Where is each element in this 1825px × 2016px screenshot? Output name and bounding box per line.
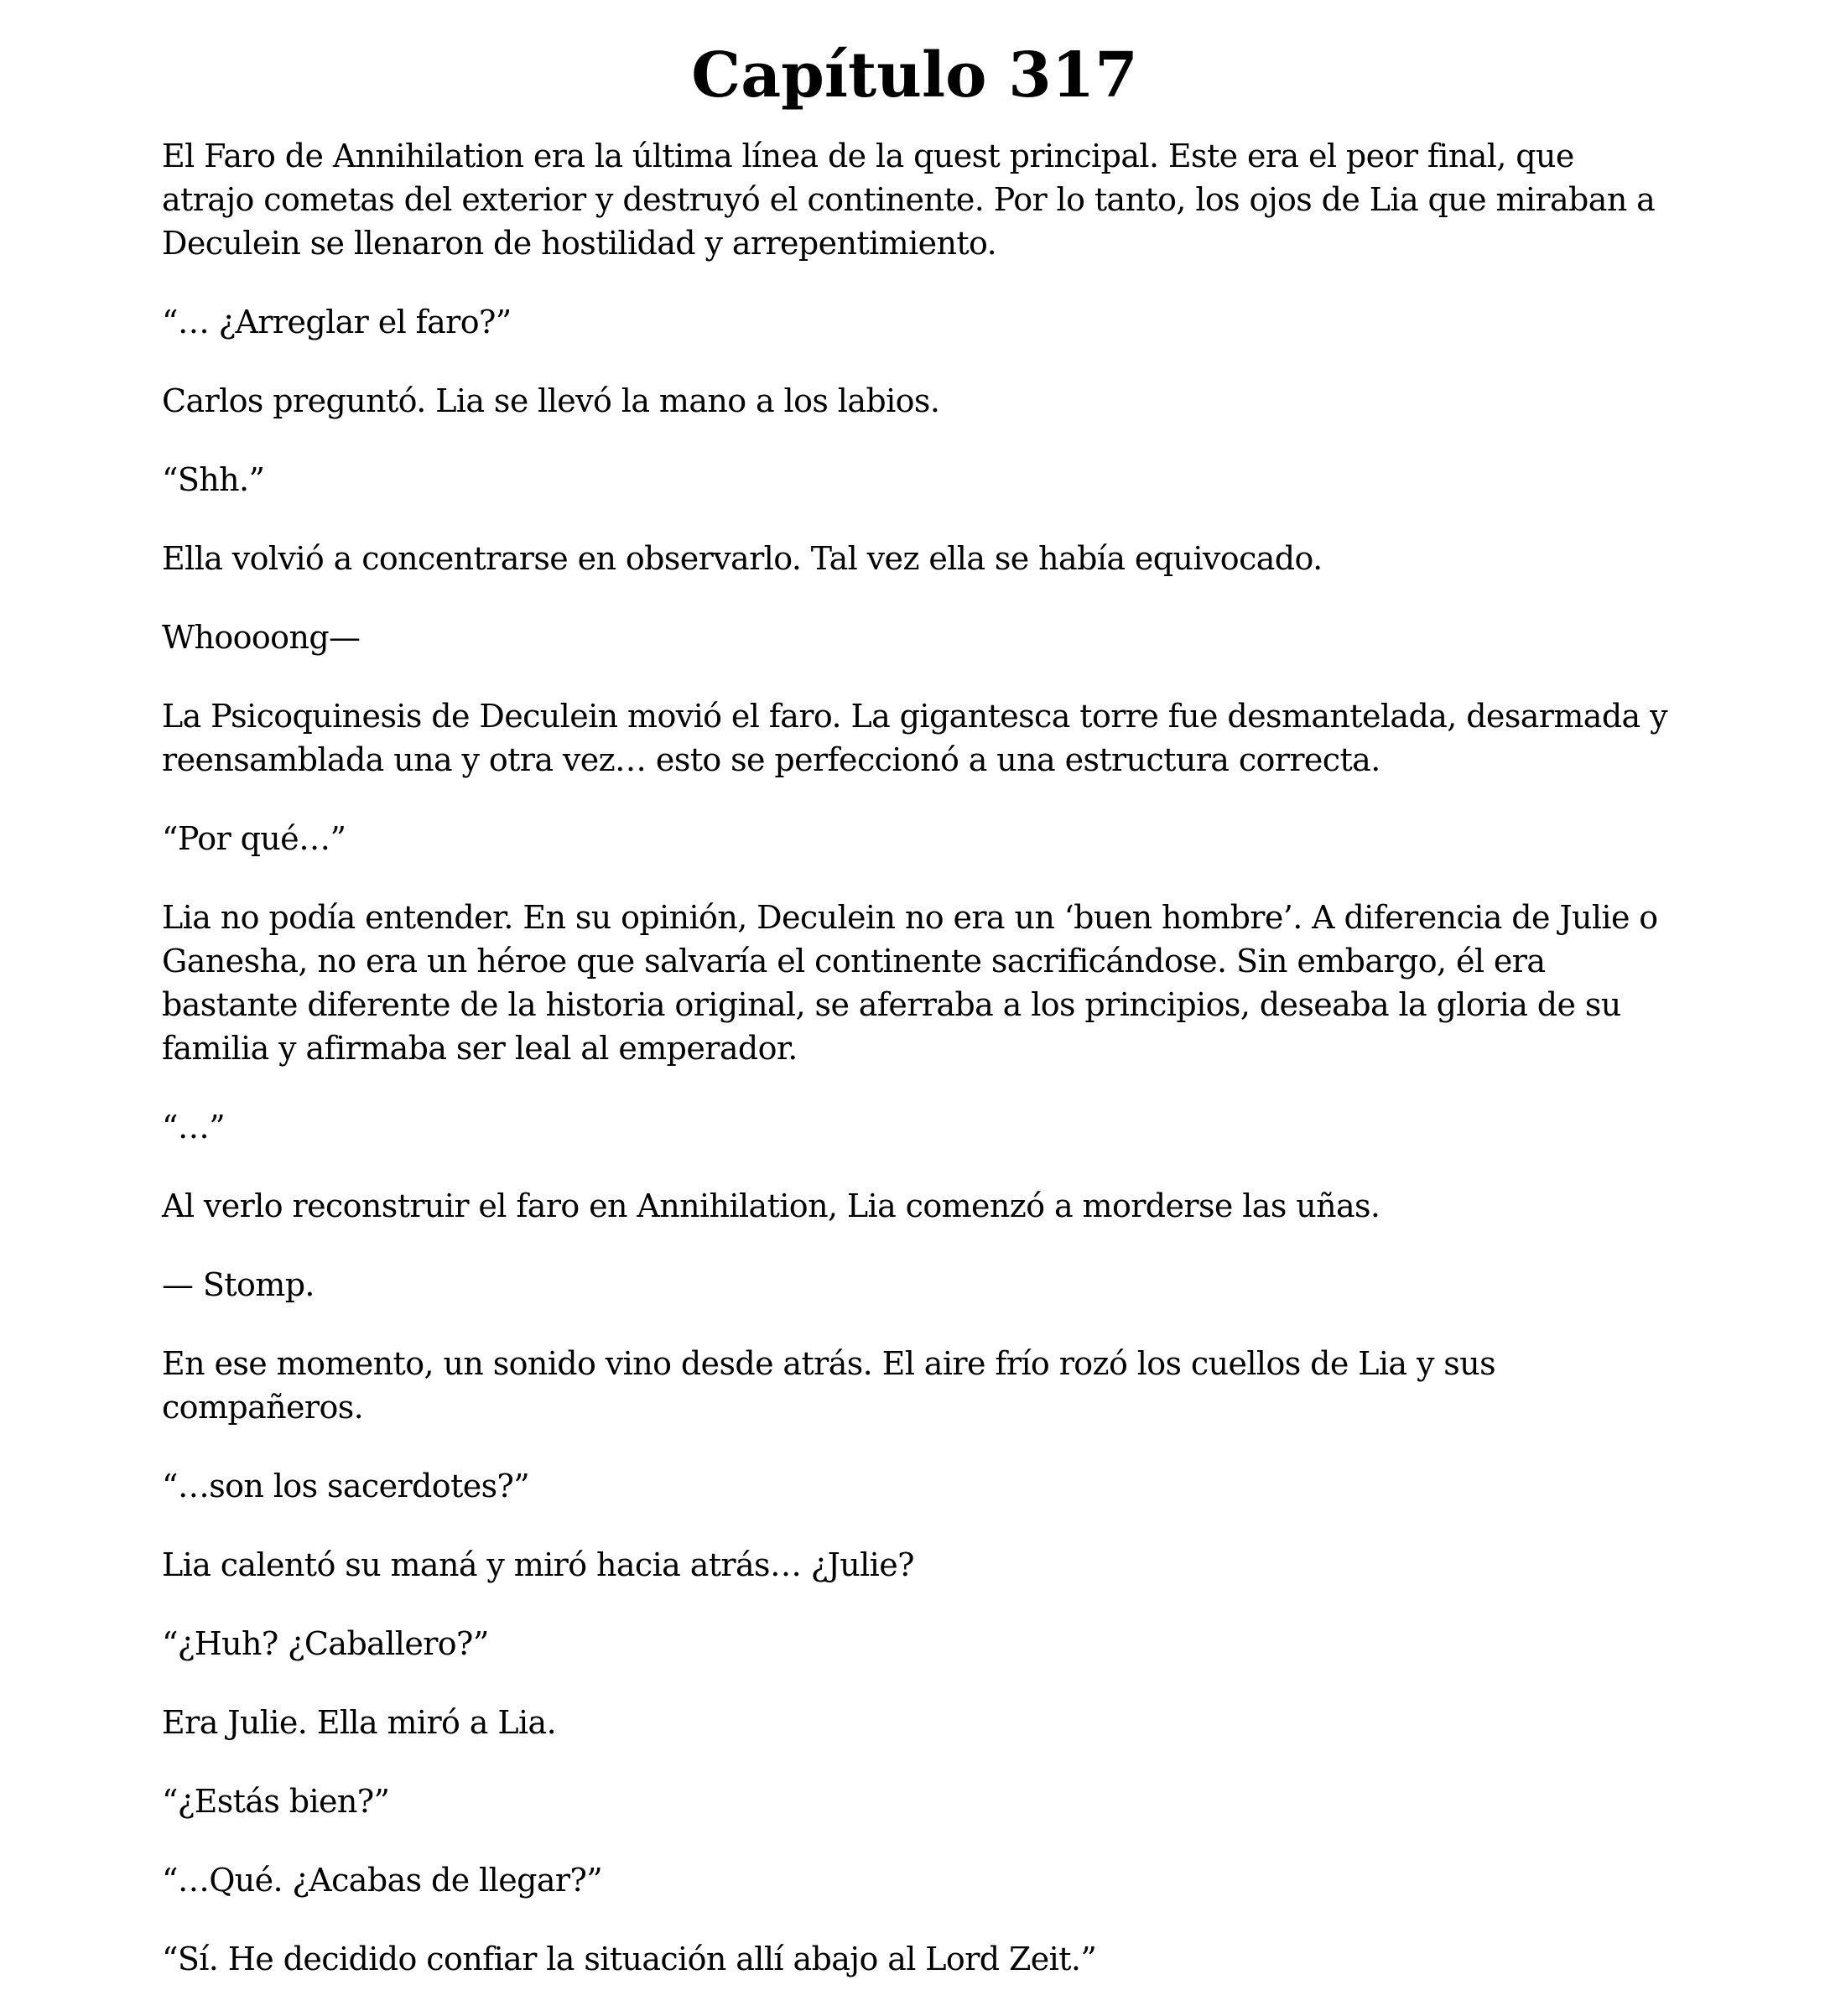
paragraph: En ese momento, un sonido vino desde atrás. El aire frío rozó los cuellos de Lia y sus compañeros. [162, 1345, 1495, 1426]
paragraph: “¿Huh? ¿Caballero?” [162, 1625, 489, 1662]
paragraph: Lia no podía entender. En su opinión, Deculein no era un ‘buen hombre’. A diferencia de Julie o Ganesha, no era un héroe que salvaría el continente sacrificándose. Sin embargo, él era bastante diferente de la historia original, se aferraba a los principios, deseaba la gloria de su familia y afirmaba ser leal al emperador. [162, 899, 1658, 1067]
chapter-title: Capítulo 317 [691, 39, 1138, 112]
paragraph: “¿Estás bien?” [162, 1783, 390, 1820]
paragraph: El Faro de Annihilation era la última línea de la quest principal. Este era el peor final, que atrajo cometas del exterior y destruyó el continente. Por lo tanto, los ojos de Lia que miraban a Deculein se llenaron de hostilidad y arrepentimiento. [162, 138, 1656, 262]
document-page [162, 25, 1667, 2016]
paragraph: Lia calentó su maná y miró hacia atrás… ¿Julie? [162, 1546, 914, 1583]
paragraph: — Stomp. [162, 1266, 315, 1303]
paragraph: “Sí. He decidido confiar la situación allí abajo al Lord Zeit.” [162, 1941, 1097, 1977]
paragraph: “…Qué. ¿Acabas de llegar?” [162, 1862, 603, 1899]
paragraph: Era Julie. Ella miró a Lia. [162, 1704, 557, 1741]
paragraph: “…” [162, 1109, 226, 1146]
paragraph: “… ¿Arreglar el faro?” [162, 304, 512, 340]
paragraph: “…son los sacerdotes?” [162, 1468, 530, 1504]
paragraph: Al verlo reconstruir el faro en Annihilation, Lia comenzó a morderse las uñas. [162, 1187, 1380, 1224]
paragraph: “Por qué…” [162, 820, 346, 857]
paragraph: Whoooong— [162, 619, 361, 656]
paragraph: Carlos preguntó. Lia se llevó la mano a los labios. [162, 382, 940, 419]
paragraph: Ella volvió a concentrarse en observarlo. Tal vez ella se había equivocado. [162, 540, 1323, 577]
paragraph: “Shh.” [162, 461, 265, 498]
paragraph: La Psicoquinesis de Deculein movió el faro. La gigantesca torre fue desmantelada, desarmada y reensamblada una y otra vez… esto se perfeccionó a una estructura correcta. [162, 698, 1667, 778]
